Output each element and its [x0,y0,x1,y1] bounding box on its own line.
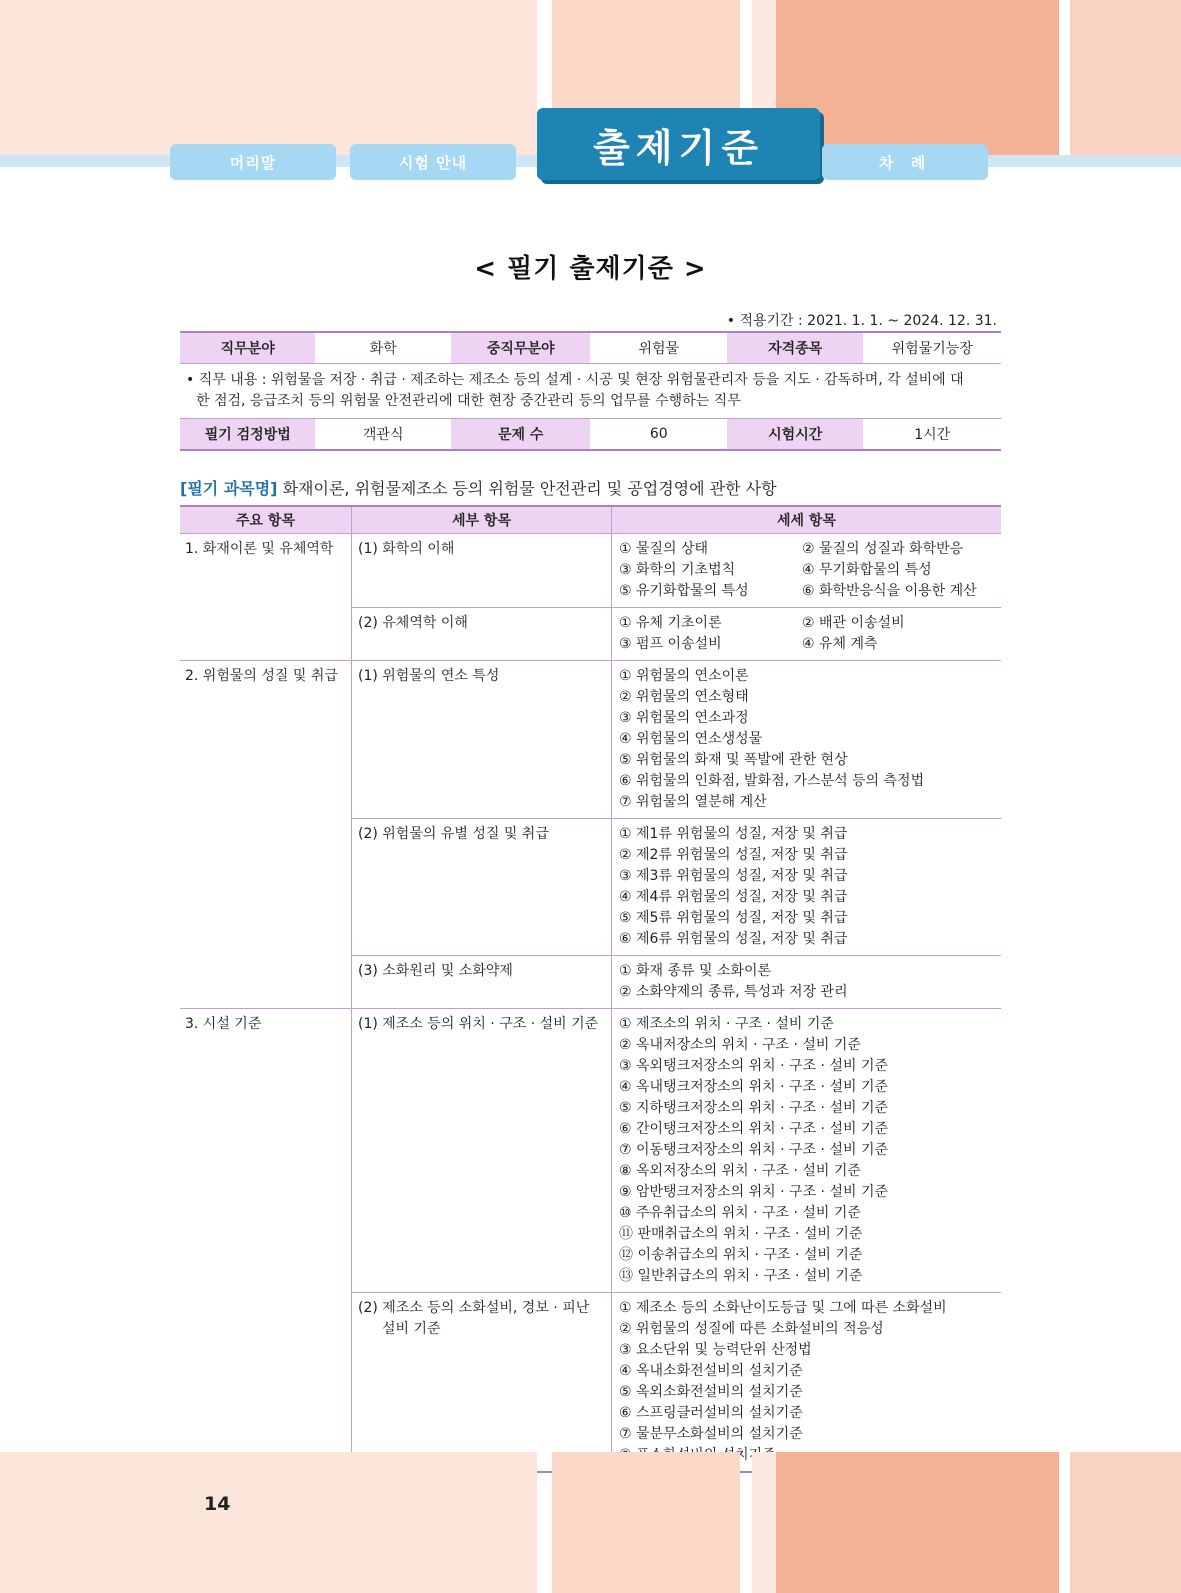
detail-items [612,608,1002,661]
detail-items [612,661,1002,819]
detail-item: ① 제조소 등의 소화난이도등급 및 그에 따른 소화설비 [619,1300,947,1316]
detail-item: ④ 옥내탱크저장소의 위치 · 구조 · 설비 기준 [619,1079,888,1095]
method-label: 필기 검정방법 [180,419,315,451]
sub-field-value: 위험물 [590,332,726,364]
detail-items [612,819,1002,956]
sub-item-line1: (2) 제조소 등의 소화설비, 경보 · 피난 [358,1300,590,1316]
detail-item: ② 제2류 위험물의 성질, 저장 및 취급 [619,847,848,863]
detail-item: ⑨ 암반탱크저장소의 위치 · 구조 · 설비 기준 [619,1184,888,1200]
detail-item: ⑤ 제5류 위험물의 성질, 저장 및 취급 [619,910,848,926]
detail-item: ① 위험물의 연소이론 [619,668,749,684]
detail-item: ⑦ 물분무소화설비의 설치기준 [619,1426,803,1442]
tab-contents[interactable]: 차 례 [822,144,988,180]
qualification-label: 자격종목 [727,332,863,364]
detail-item: ⑦ 이동탱크저장소의 위치 · 구조 · 설비 기준 [619,1142,888,1158]
detail-item: ② 옥내저장소의 위치 · 구조 · 설비 기준 [619,1037,861,1053]
detail-item: ⑥ 위험물의 인화점, 발화점, 가스분석 등의 측정법 [619,773,925,789]
main-item: 3. 시설 기준 [180,1009,352,1473]
qualification-value: 위험물기능장 [863,332,1001,364]
main-item: 1. 화재이론 및 유체역학 [180,534,352,661]
tab-preface[interactable]: 머리말 [170,144,336,180]
detail-item: ③ 제3류 위험물의 성질, 저장 및 취급 [619,868,848,884]
detail-item: ② 위험물의 성질에 따른 소화설비의 적응성 [619,1321,884,1337]
detail-item: ⑪ 판매취급소의 위치 · 구조 · 설비 기준 [619,1226,863,1242]
detail-item: ⑥ 간이탱크저장소의 위치 · 구조 · 설비 기준 [619,1121,888,1137]
sub-item: (2) 유체역학 이해 [352,608,612,661]
job-field-value: 화학 [315,332,450,364]
job-description-line1: • 직무 내용 : 위험물을 저장 · 취급 · 제조하는 제조소 등의 설계 · 시공 및 현장 위험물관리자 등을 지도 · 감독하며, 각 설비에 대 [186,372,964,388]
detail-item: 설치기준 [721,1447,776,1463]
sub-item: (1) 위험물의 연소 특성 [352,661,612,819]
sub-item: (2) 위험물의 유별 성질 및 취급 [352,819,612,956]
subject-title [180,476,777,499]
detail-item: ④ 제4류 위험물의 성질, 저장 및 취급 [619,889,848,905]
detail-items [612,534,1002,608]
sub-field-label: 중직무분야 [451,332,591,364]
detail-item: ⑫ 이송취급소의 위치 · 구조 · 설비 기준 [619,1247,863,1263]
header-main-item: 주요 항목 [180,506,352,534]
detail-items [612,1293,1002,1473]
job-description [180,364,1001,419]
main-item: 2. 위험물의 성질 및 취급 [180,661,352,1009]
detail-item: ④ 유체 계측 [802,636,878,652]
time-label: 시험시간 [727,419,863,451]
detail-item: ⑥ 스프링클러설비의 설치기준 [619,1405,803,1421]
detail-item: ⑥ 화학반응식을 이용한 계산 [802,583,977,599]
sub-item: (1) 화학의 이해 [352,534,612,608]
job-field-label: 직무분야 [180,332,315,364]
info-table [180,331,1001,451]
detail-items [612,1009,1002,1293]
detail-item: ⑤ 유기화합물의 특성 [619,583,749,599]
detail-item: ⑥ 제6류 위험물의 성질, 저장 및 취급 [619,931,848,947]
header-detail-item: 세세 항목 [612,506,1002,534]
count-value: 60 [590,419,726,451]
application-period: • 적용기간 : 2021. 1. 1. ~ 2024. 12. 31. [726,313,997,329]
sub-item: (3) 소화원리 및 소화약제 [352,956,612,1009]
job-description-line2: 한 점검, 응급조치 등의 위험물 안전관리에 대한 현장 중간관리 등의 업무를 수행하는 직무 [196,393,741,409]
detail-item: ① 화재 종류 및 소화이론 [619,963,772,979]
detail-item: ① 물질의 상태 [619,541,709,557]
detail-item: ⑦ 위험물의 열분해 계산 [619,794,767,810]
table-row [180,1009,1001,1293]
detail-item: ⑩ 주유취급소의 위치 · 구조 · 설비 기준 [619,1205,861,1221]
header-sub-item: 세부 항목 [352,506,612,534]
count-label: 문제 수 [451,419,591,451]
sub-item-line2: 설비 기준 [382,1321,441,1337]
detail-item: ④ 무기화합물의 특성 [802,562,932,578]
detail-item: ③ 화학의 기초법칙 [619,562,736,578]
subject-name: 화재이론, 위험물제조소 등의 위험물 안전관리 및 공업경영에 관한 사항 [277,479,777,498]
detail-item: ④ 옥내소화전설비의 설치기준 [619,1363,803,1379]
detail-item: ② 소화약제의 종류, 특성과 저장 관리 [619,984,848,1000]
detail-item: ② 배관 이송설비 [802,615,905,631]
sub-item: (1) 제조소 등의 위치 · 구조 · 설비 기준 [352,1009,612,1293]
detail-item: ④ 위험물의 연소생성물 [619,731,763,747]
detail-item: ⑧ 옥외저장소의 위치 · 구조 · 설비 기준 [619,1163,861,1179]
method-value: 객관식 [315,419,450,451]
tab-exam-criteria[interactable]: 출제기준 [537,108,820,180]
detail-item: ⑤ 옥외소화전설비의 설치기준 [619,1384,803,1400]
detail-item: ② 위험물의 연소형태 [619,689,749,705]
detail-item: ① 유체 기초이론 [619,615,722,631]
detail-item: ③ 요소단위 및 능력단위 산정법 [619,1342,812,1358]
detail-item: ③ 위험물의 연소과정 [619,710,749,726]
sub-item [352,1293,612,1473]
detail-item: ① 제조소의 위치 · 구조 · 설비 기준 [619,1016,834,1032]
detail-item: ③ 옥외탱크저장소의 위치 · 구조 · 설비 기준 [619,1058,888,1074]
page-title: < 필기 출제기준 > [474,254,707,284]
footer-decoration [0,1452,1181,1593]
detail-item: ⑤ 위험물의 화재 및 폭발에 관한 현상 [619,752,848,768]
detail-items [612,956,1002,1009]
time-value: 1시간 [863,419,1001,451]
detail-item: ⑤ 지하탱크저장소의 위치 · 구조 · 설비 기준 [619,1100,888,1116]
table-row [180,534,1001,608]
detail-item: ① 제1류 위험물의 성질, 저장 및 취급 [619,826,848,842]
detail-item: ③ 펌프 이송설비 [619,636,722,652]
detail-item: ⑬ 일반취급소의 위치 · 구조 · 설비 기준 [619,1268,863,1284]
tab-exam-guide[interactable]: 시험 안내 [350,144,516,180]
page-number: 14 [204,1493,231,1515]
subject-tag: [필기 과목명] [180,479,278,498]
table-row [180,661,1001,819]
detail-item: ② 물질의 성질과 화학반응 [802,541,964,557]
criteria-table [180,505,1001,1473]
